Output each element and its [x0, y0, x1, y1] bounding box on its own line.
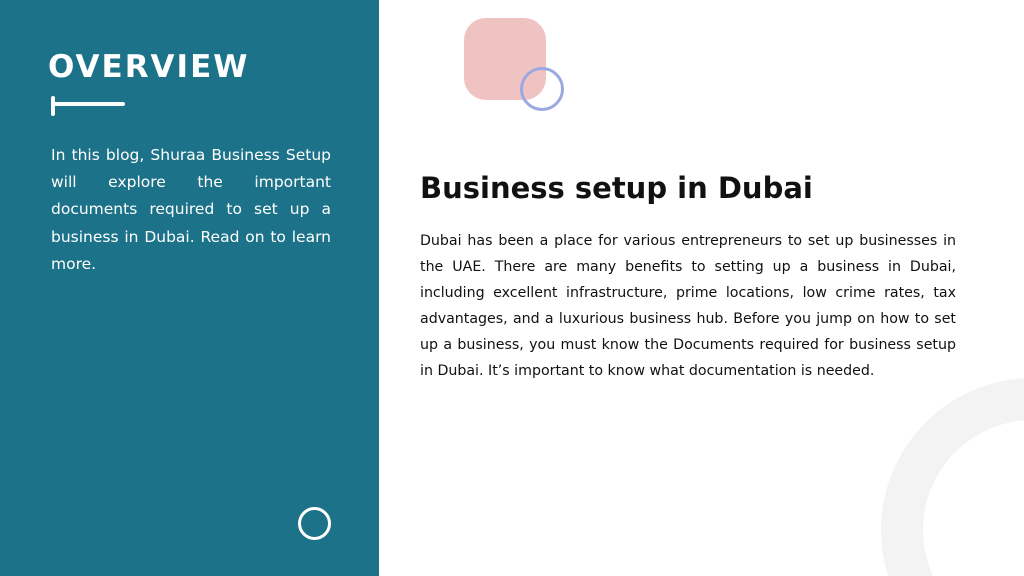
section-heading: Business setup in Dubai: [420, 171, 813, 205]
overview-intro-text: In this blog, Shuraa Business Setup will explore the important documents required to set up a business in Dubai. Read on to learn more.: [51, 146, 331, 273]
title-underline: [51, 102, 125, 106]
section-body-text: Dubai has been a place for various entrepreneurs to set up businesses in the UAE. There are many benefits to setting up a business in Dubai, including excellent infrastructure, prime locations, low crime rates, tax advantages, and a luxurious business hub. Before you jump on how to set up a business, you must know the Documents required for business setup in Dubai. It’s important to know what documentation is needed.: [420, 233, 956, 379]
decorative-ring-left: [298, 507, 331, 540]
overview-title: OVERVIEW: [48, 49, 250, 85]
decorative-ring-large: [881, 378, 1024, 576]
decorative-ring-blue: [520, 67, 564, 111]
title-underline-cap: [51, 96, 55, 116]
overview-panel: [0, 0, 379, 576]
